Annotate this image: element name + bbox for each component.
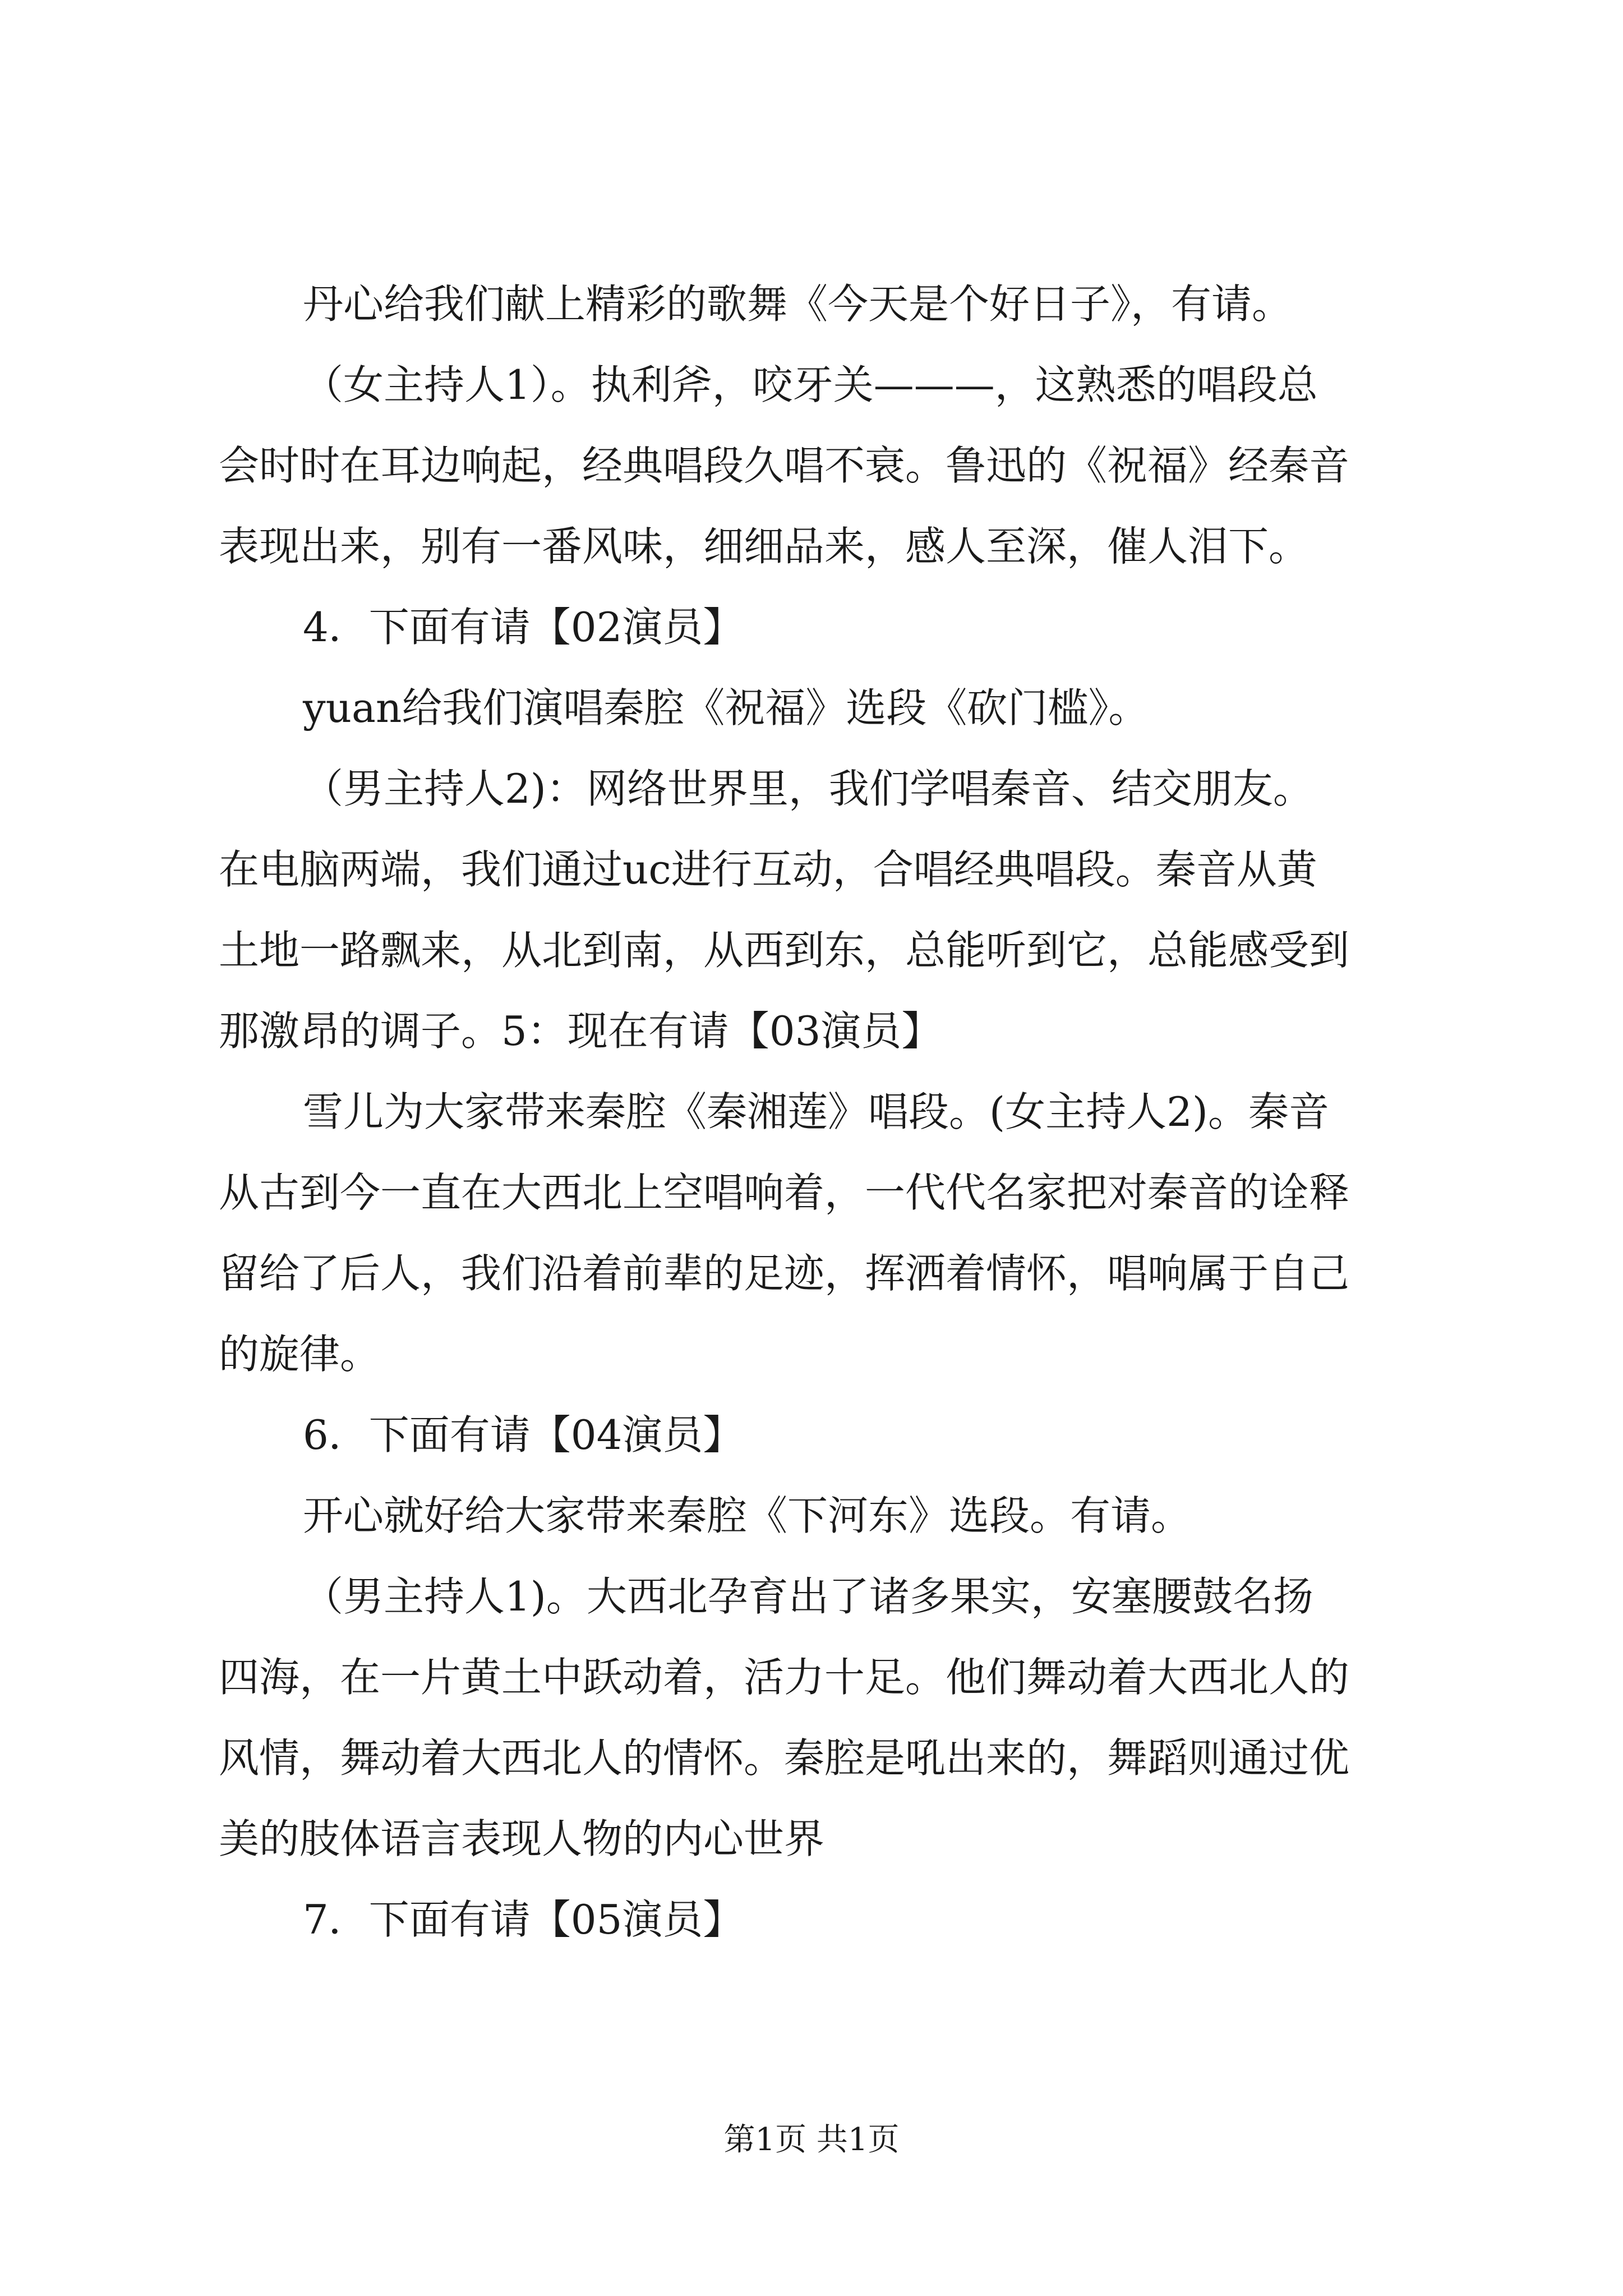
text-line: 表现出来，别有一番风味，细细品来，感人至深，催人泪下。 (219, 523, 1310, 570)
text-line: （男主持人2)：网络世界里，我们学唱秦音、结交朋友。 (303, 765, 1313, 812)
text-line: 在电脑两端，我们通过uc进行互动，合唱经典唱段。秦音从黄 (219, 846, 1317, 893)
text-line: （女主持人1）。执利斧，咬牙关———，这熟悉的唱段总 (303, 361, 1318, 408)
text-line: 丹心给我们献上精彩的歌舞《今天是个好日子》，有请。 (303, 280, 1293, 328)
page-footer: 第1页 共1页 (723, 2122, 900, 2158)
text-line: （男主持人1)。大西北孕育出了诸多果实，安塞腰鼓名扬 (303, 1573, 1313, 1620)
numbered-heading: 7．下面有请【05演员】 (303, 1896, 744, 1943)
body-text (219, 264, 1413, 1960)
text-line: 雪儿为大家带来秦腔《秦湘莲》唱段。(女主持人2)。秦音 (303, 1088, 1329, 1135)
numbered-heading: 6．下面有请【04演员】 (303, 1411, 744, 1458)
text-line: 风情，舞动着大西北人的情怀。秦腔是吼出来的，舞蹈则通过优 (219, 1734, 1350, 1782)
numbered-heading: 4．下面有请【02演员】 (303, 604, 744, 651)
text-line: 的旋律。 (219, 1331, 381, 1378)
text-line: 会时时在耳边响起，经典唱段久唱不衰。鲁迅的《祝福》经秦音 (219, 442, 1350, 489)
text-line: 土地一路飘来，从北到南，从西到东，总能听到它，总能感受到 (219, 927, 1350, 974)
text-line: 那激昂的调子。5：现在有请【03演员】 (219, 1007, 942, 1055)
text-line: 四海，在一片黄土中跃动着，活力十足。他们舞动着大西北人的 (219, 1654, 1350, 1701)
text-line: yuan给我们演唱秦腔《祝福》选段《砍门槛》。 (303, 684, 1149, 731)
text-line: 留给了后人，我们沿着前辈的足迹，挥洒着情怀，唱响属于自己 (219, 1250, 1350, 1297)
text-line: 美的肢体语言表现人物的内心世界 (219, 1815, 825, 1862)
text-line: 从古到今一直在大西北上空唱响着，一代代名家把对秦音的诠释 (219, 1169, 1350, 1216)
text-line: 开心就好给大家带来秦腔《下河东》选段。有请。 (303, 1492, 1192, 1539)
